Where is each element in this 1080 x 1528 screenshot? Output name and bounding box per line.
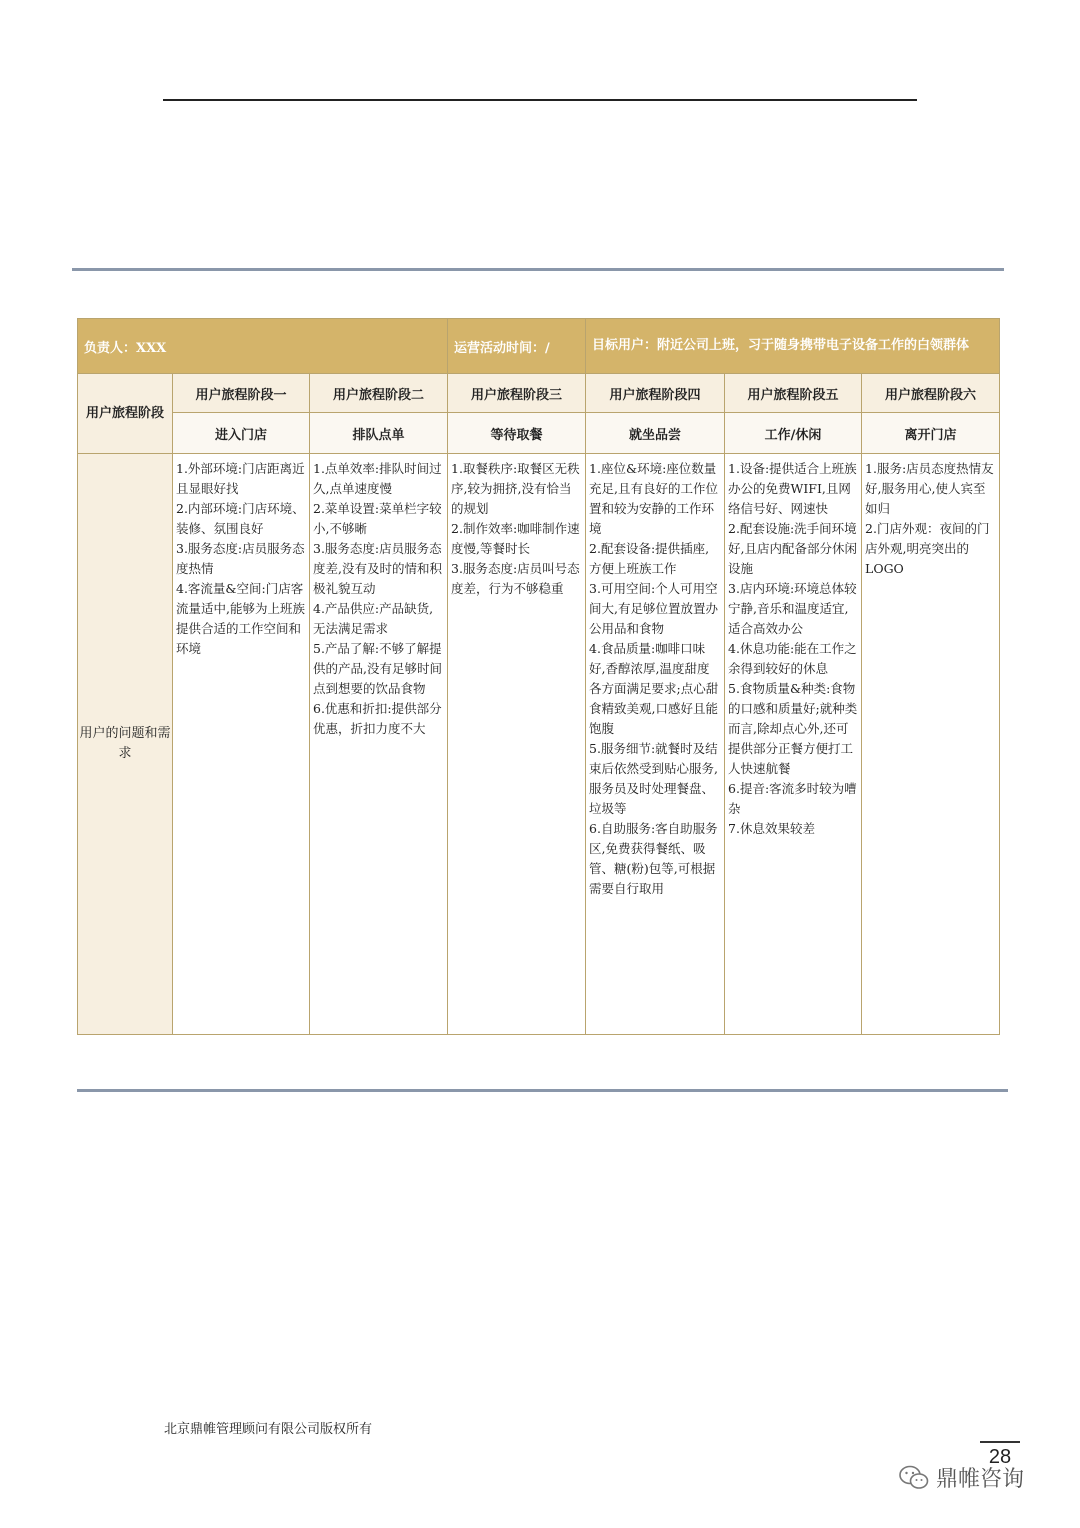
problem-item: 4.休息功能:能在工作之余得到较好的休息 xyxy=(728,641,857,676)
problem-item: 2.内部环境:门店环境、装修、氛围良好 xyxy=(176,501,305,536)
problem-item: 5.食物质量&种类:食物的口感和质量好;就种类而言,除却点心外,还可提供部分正餐方便打工人快速航餐 xyxy=(728,681,858,776)
header-info-row xyxy=(78,319,1000,374)
problem-item: 2.配套设备:提供插座,方便上班族工作 xyxy=(589,541,710,576)
problem-item: 1.取餐秩序:取餐区无秩序,较为拥挤,没有恰当的规划 xyxy=(451,461,580,516)
watermark xyxy=(898,1462,1024,1493)
problem-item: 4.客流量&空间:门店客流量适中,能够为上班族提供合适的工作空间和环境 xyxy=(176,581,305,656)
top-rule xyxy=(163,99,917,101)
problems-row xyxy=(78,454,1000,1035)
problem-item: 6.提音:客流多时较为嘈杂 xyxy=(728,781,857,816)
stage-row-label: 用户旅程阶段 xyxy=(78,374,173,454)
stage-name: 离开门店 xyxy=(862,413,1000,454)
problem-item: 5.服务细节:就餐时及结束后依然受到贴心服务,服务员及时处理餐盘、垃圾等 xyxy=(589,741,718,816)
stage-title: 用户旅程阶段一 xyxy=(173,374,310,413)
problem-item: 7.休息效果较差 xyxy=(728,821,815,836)
problem-item: 3.可用空间:个人可用空间大,有足够位置放置办公用品和食物 xyxy=(589,581,718,636)
problem-item: 1.设备:提供适合上班族办公的免费WIFI,且网络信号好、网速快 xyxy=(728,461,857,516)
stage-title: 用户旅程阶段六 xyxy=(862,374,1000,413)
stage-name: 工作/休闲 xyxy=(725,413,862,454)
stage-problems-cell xyxy=(173,454,310,1035)
problems-row-label: 用户的问题和需求 xyxy=(78,454,173,1035)
stage-name: 进入门店 xyxy=(173,413,310,454)
stage-problems-cell xyxy=(448,454,586,1035)
problem-item: 2.配套设施:洗手间环境好,且店内配备部分休闲设施 xyxy=(728,521,857,576)
stage-name: 等待取餐 xyxy=(448,413,586,454)
problem-item: 5.产品了解:不够了解提供的产品,没有足够时间点到想要的饮品食物 xyxy=(313,641,442,696)
watermark-text: 鼎帷咨询 xyxy=(936,1467,1025,1492)
stage-problems-cell xyxy=(725,454,862,1035)
stage-name: 排队点单 xyxy=(310,413,448,454)
stage-title: 用户旅程阶段四 xyxy=(586,374,725,413)
activity-time-cell: 运营活动时间：/ xyxy=(448,319,586,374)
problem-item: 4.食品质量:咖啡口味好,香醇浓厚,温度甜度各方面满足要求;点心甜食精致美观,口感好且能饱腹 xyxy=(589,641,719,736)
problem-item: 1.座位&环境:座位数量充足,且有良好的工作位置和较为安静的工作环境 xyxy=(589,461,718,536)
stage-title: 用户旅程阶段三 xyxy=(448,374,586,413)
owner-cell: 负责人：XXX xyxy=(78,319,448,374)
stage-problems-cell xyxy=(862,454,1000,1035)
problem-item: 6.优惠和折扣:提供部分优惠，折扣力度不大 xyxy=(313,701,442,736)
stage-problems-cell xyxy=(586,454,725,1035)
stage-title-row xyxy=(78,374,1000,413)
stage-problems-cell xyxy=(310,454,448,1035)
problem-item: 3.服务态度:店员叫号态度差，行为不够稳重 xyxy=(451,561,580,596)
problem-item: 3.服务态度:店员服务态度热情 xyxy=(176,541,305,576)
problem-item: 2.制作效率:咖啡制作速度慢,等餐时长 xyxy=(451,521,580,556)
stage-name: 就坐品尝 xyxy=(586,413,725,454)
problem-item: 1.外部环境:门店距离近且显眼好找 xyxy=(176,461,305,496)
target-users-cell: 目标用户：附近公司上班，习于随身携带电子设备工作的白领群体 xyxy=(586,319,1000,374)
section-rule-top xyxy=(72,268,1004,271)
copyright-footer: 北京鼎帷管理顾问有限公司版权所有 xyxy=(164,1422,373,1437)
stage-title: 用户旅程阶段二 xyxy=(310,374,448,413)
stage-title: 用户旅程阶段五 xyxy=(725,374,862,413)
problem-item: 4.产品供应:产品缺货,无法满足需求 xyxy=(313,601,434,636)
problem-item: 3.服务态度:店员服务态度差,没有及时的情和积极礼貌互动 xyxy=(313,541,442,596)
problem-item: 2.门店外观：夜间的门店外观,明亮突出的LOGO xyxy=(865,521,990,576)
problem-item: 2.菜单设置:菜单栏字较小,不够晰 xyxy=(313,501,442,536)
problem-item: 3.店内环境:环境总体较宁静,音乐和温度适宜,适合高效办公 xyxy=(728,581,857,636)
wechat-icon xyxy=(898,1464,930,1492)
problem-item: 1.点单效率:排队时间过久,点单速度慢 xyxy=(313,461,442,496)
section-rule-bottom xyxy=(77,1089,1008,1092)
stage-name-row xyxy=(78,413,1000,454)
problem-item: 6.自助服务:客自助服务区,免费获得餐纸、吸管、糖(粉)包等,可根据需要自行取用 xyxy=(589,821,718,896)
user-journey-table xyxy=(77,318,1000,1035)
page-number: 28 xyxy=(980,1441,1020,1469)
problem-item: 1.服务:店员态度热情友好,服务用心,使人宾至如归 xyxy=(865,461,994,516)
